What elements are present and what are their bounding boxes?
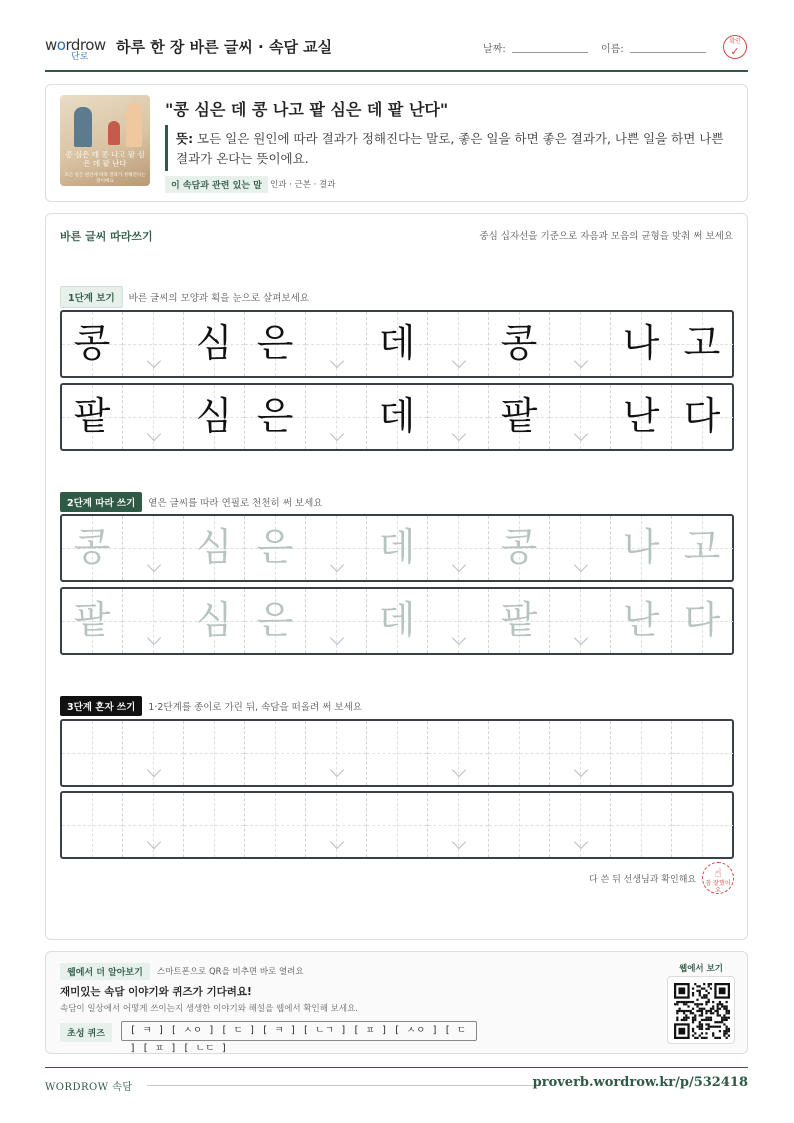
space-mark-icon — [330, 763, 344, 777]
grid-cell — [245, 312, 306, 376]
grid-cell[interactable] — [184, 516, 245, 580]
grid-row-step3-line2[interactable] — [60, 791, 734, 859]
name-label: 이름: — [601, 44, 624, 55]
guide-line — [641, 721, 642, 785]
good-job-stamp-icon — [702, 862, 734, 894]
grid-character: 다 — [683, 598, 721, 642]
page-header — [45, 30, 748, 72]
footer-url-link[interactable]: proverb.wordrow.kr/p/532418 — [532, 1075, 748, 1090]
guide-line — [519, 721, 520, 785]
grid-cell — [428, 312, 489, 376]
grid-cell — [489, 385, 550, 449]
chosung-quiz: [ ㅋ ] [ ㅅㅇ ] [ ㄷ ] [ ㅋ ] [ ㄴㄱ ] [ ㅍ ] [ ㅅㅇ ] [ ㄷ ] [ ㅍ ] [ ㄴㄷ ] — [121, 1021, 477, 1041]
grid-character: 데 — [378, 598, 416, 642]
grid-cell[interactable] — [123, 589, 184, 653]
grid-cell — [550, 312, 611, 376]
related-tag: 이 속담과 관련 있는 말 — [165, 176, 268, 193]
illustration-figure — [74, 107, 92, 147]
grid-cell — [306, 385, 367, 449]
step-2-header — [60, 491, 322, 512]
space-mark-icon — [452, 631, 466, 645]
grid-cell[interactable] — [550, 793, 611, 857]
handwriting-practice — [45, 213, 748, 940]
meaning-accent-bar — [165, 125, 168, 171]
grid-cell — [123, 385, 184, 449]
illustration-caption: 콩 심은 데 콩 나고 팥 심은 데 팥 난다 — [65, 150, 145, 168]
guide-line — [214, 793, 215, 857]
grid-character: 데 — [378, 525, 416, 569]
proverb-title: "콩 심은 데 콩 나고 팥 심은 데 팥 난다" — [165, 100, 449, 119]
guide-line — [702, 793, 703, 857]
space-mark-icon — [574, 354, 588, 368]
grid-cell — [245, 385, 306, 449]
logo-part: rdrow — [65, 36, 106, 54]
grid-cell[interactable] — [184, 721, 245, 785]
guide-line — [92, 721, 93, 785]
grid-cell[interactable] — [306, 721, 367, 785]
grid-character: 데 — [378, 321, 416, 365]
grid-character: 다 — [683, 394, 721, 438]
step-3-desc: 1·2단계를 종이로 가린 뒤, 속담을 떠올려 써 보세요 — [148, 701, 362, 713]
grid-cell[interactable] — [306, 589, 367, 653]
grid-character: 콩 — [500, 321, 538, 365]
page-title: 하루 한 장 바른 글씨 · 속담 교실 — [116, 38, 333, 56]
grid-character: 심 — [195, 394, 233, 438]
grid-cell[interactable] — [611, 793, 672, 857]
grid-row-step1-line1 — [60, 310, 734, 378]
illustration-figure — [126, 103, 142, 147]
footer-divider — [147, 1085, 541, 1086]
step-3-header — [60, 695, 362, 716]
space-mark-icon — [574, 631, 588, 645]
grid-cell[interactable] — [245, 589, 306, 653]
guide-line — [92, 793, 93, 857]
grid-cell — [184, 312, 245, 376]
grid-cell[interactable] — [62, 589, 123, 653]
qr-code[interactable] — [667, 976, 735, 1044]
space-mark-icon — [330, 835, 344, 849]
grid-cell[interactable] — [123, 721, 184, 785]
grid-cell[interactable] — [123, 516, 184, 580]
grid-character: 난 — [622, 394, 660, 438]
date-field[interactable] — [512, 52, 588, 53]
grid-cell[interactable] — [184, 793, 245, 857]
grid-character: 팥 — [73, 598, 111, 642]
qr-label: 웹에서 보기 — [679, 964, 724, 974]
space-mark-icon — [574, 558, 588, 572]
grid-cell[interactable] — [489, 793, 550, 857]
meaning-label: 뜻: — [176, 131, 194, 146]
grid-character: 고 — [683, 525, 721, 569]
check-note: 다 쓴 뒤 선생님과 확인해요 — [589, 875, 697, 885]
practice-hint: 중심 십자선을 기준으로 자음과 모음의 균형을 맞춰 써 보세요 — [479, 231, 733, 242]
grid-row-step2-line1[interactable] — [60, 514, 734, 582]
grid-cell — [672, 385, 733, 449]
grid-character: 데 — [378, 394, 416, 438]
grid-cell[interactable] — [611, 516, 672, 580]
space-mark-icon — [330, 427, 344, 441]
grid-cell[interactable] — [428, 793, 489, 857]
grid-cell[interactable] — [550, 516, 611, 580]
illustration-subcaption: 모든 일은 원인에 따라 결과가 정해진다는 말이에요 — [64, 173, 146, 184]
grid-cell[interactable] — [428, 516, 489, 580]
grid-character: 콩 — [73, 321, 111, 365]
step-2-badge: 2단계 따라 쓰기 — [60, 492, 142, 512]
grid-cell — [550, 385, 611, 449]
space-mark-icon — [452, 763, 466, 777]
grid-character: 난 — [622, 598, 660, 642]
grid-character: 콩 — [500, 525, 538, 569]
step-1-desc: 바른 글씨의 모양과 획을 눈으로 살펴보세요 — [128, 293, 309, 304]
logo-subtext: 단로 — [71, 52, 89, 62]
step-1-badge: 1단계 보기 — [60, 286, 123, 308]
step-2-desc: 옅은 글씨를 따라 연필로 천천히 써 보세요 — [148, 497, 323, 509]
space-mark-icon — [574, 835, 588, 849]
name-field[interactable] — [630, 52, 706, 53]
grid-cell[interactable] — [62, 516, 123, 580]
grid-cell[interactable] — [672, 793, 733, 857]
grid-cell[interactable] — [611, 589, 672, 653]
guide-line — [397, 721, 398, 785]
grid-cell[interactable] — [367, 589, 428, 653]
page-footer — [45, 1067, 748, 1093]
grid-cell[interactable] — [611, 721, 672, 785]
logo-part: o — [56, 36, 66, 54]
grid-cell — [184, 385, 245, 449]
checkmark-icon: ✓ — [730, 45, 740, 58]
grid-character: 팥 — [500, 394, 538, 438]
grid-cell[interactable] — [367, 516, 428, 580]
web-desc: 속담이 일상에서 어떻게 쓰이는지 생생한 이야기와 해설을 웹에서 확인해 보세요. — [60, 1004, 358, 1014]
related-words: 인과 · 근본 · 결과 — [270, 180, 336, 190]
step-1-header — [60, 286, 309, 308]
web-more-section — [45, 951, 748, 1054]
grid-cell[interactable] — [489, 589, 550, 653]
grid-cell — [611, 385, 672, 449]
guide-line — [275, 721, 276, 785]
footer-brand: WORDROW 속담 — [45, 1082, 133, 1093]
grid-cell — [306, 312, 367, 376]
quiz-badge: 초성 퀴즈 — [60, 1023, 112, 1042]
stamp-label: 참 잘했어요 — [705, 880, 731, 894]
qr-code-icon — [674, 983, 730, 1039]
grid-cell — [62, 385, 123, 449]
space-mark-icon — [452, 835, 466, 849]
grid-cell — [367, 385, 428, 449]
space-mark-icon — [452, 558, 466, 572]
grid-cell[interactable] — [245, 793, 306, 857]
guide-line — [275, 793, 276, 857]
grid-character: 팥 — [73, 394, 111, 438]
grid-cell[interactable] — [489, 721, 550, 785]
thumbs-up-icon: ☝ — [714, 866, 722, 880]
date-label: 날짜: — [483, 44, 506, 55]
grid-row-step2-line2[interactable] — [60, 587, 734, 655]
step-3-badge: 3단계 혼자 쓰기 — [60, 696, 142, 716]
grid-character: 심 — [195, 598, 233, 642]
grid-cell[interactable] — [184, 589, 245, 653]
practice-title: 바른 글씨 따라쓰기 — [60, 230, 153, 243]
grid-cell[interactable] — [428, 589, 489, 653]
grid-row-step1-line2 — [60, 383, 734, 451]
space-mark-icon — [147, 558, 161, 572]
space-mark-icon — [147, 354, 161, 368]
guide-line — [397, 793, 398, 857]
grid-cell — [62, 312, 123, 376]
grid-cell — [672, 312, 733, 376]
grid-cell[interactable] — [672, 589, 733, 653]
grid-cell[interactable] — [306, 793, 367, 857]
grid-cell[interactable] — [367, 793, 428, 857]
space-mark-icon — [330, 354, 344, 368]
space-mark-icon — [147, 631, 161, 645]
grid-character: 은 — [256, 525, 294, 569]
grid-cell[interactable] — [489, 516, 550, 580]
proverb-card — [45, 84, 748, 202]
guide-line — [519, 793, 520, 857]
grid-cell[interactable] — [245, 516, 306, 580]
space-mark-icon — [574, 427, 588, 441]
space-mark-icon — [330, 631, 344, 645]
guide-line — [702, 721, 703, 785]
space-mark-icon — [452, 354, 466, 368]
space-mark-icon — [452, 427, 466, 441]
web-badge: 웹에서 더 알아보기 — [60, 963, 150, 980]
grid-cell — [428, 385, 489, 449]
grid-cell[interactable] — [672, 516, 733, 580]
grid-cell[interactable] — [550, 721, 611, 785]
grid-cell[interactable] — [428, 721, 489, 785]
grid-character: 나 — [622, 321, 660, 365]
grid-cell[interactable] — [62, 721, 123, 785]
grid-character: 고 — [683, 321, 721, 365]
grid-character: 심 — [195, 525, 233, 569]
proverb-meaning — [176, 129, 736, 169]
grid-character: 심 — [195, 321, 233, 365]
proverb-illustration — [60, 95, 150, 186]
grid-character: 은 — [256, 321, 294, 365]
grid-cell[interactable] — [245, 721, 306, 785]
space-mark-icon — [147, 835, 161, 849]
guide-line — [641, 793, 642, 857]
space-mark-icon — [147, 763, 161, 777]
grid-character: 팥 — [500, 598, 538, 642]
grid-cell[interactable] — [123, 793, 184, 857]
space-mark-icon — [330, 558, 344, 572]
grid-character: 콩 — [73, 525, 111, 569]
grid-character: 은 — [256, 598, 294, 642]
space-mark-icon — [574, 763, 588, 777]
grid-cell[interactable] — [367, 721, 428, 785]
grid-character: 나 — [622, 525, 660, 569]
grid-cell — [489, 312, 550, 376]
meaning-text: 모든 일은 원인에 따라 결과가 정해진다는 말로, 좋은 일을 하면 좋은 결과가, 나쁜 일을 하면 나쁜 결과가 온다는 뜻이에요. — [176, 131, 724, 166]
grid-cell — [611, 312, 672, 376]
web-hint: 스마트폰으로 QR을 비추면 바로 열려요 — [157, 967, 304, 977]
grid-cell[interactable] — [550, 589, 611, 653]
space-mark-icon — [147, 427, 161, 441]
grid-character: 은 — [256, 394, 294, 438]
logo-part: w — [45, 36, 57, 54]
grid-cell — [123, 312, 184, 376]
stamp-label: 확인 — [729, 38, 741, 45]
grid-cell — [367, 312, 428, 376]
grid-cell[interactable] — [306, 516, 367, 580]
illustration-figure — [108, 121, 120, 145]
grid-row-step3-line1[interactable] — [60, 719, 734, 787]
grid-cell[interactable] — [62, 793, 123, 857]
grid-cell[interactable] — [672, 721, 733, 785]
check-stamp-icon — [723, 35, 747, 59]
web-title: 재미있는 속담 이야기와 퀴즈가 기다려요! — [60, 986, 252, 998]
guide-line — [214, 721, 215, 785]
